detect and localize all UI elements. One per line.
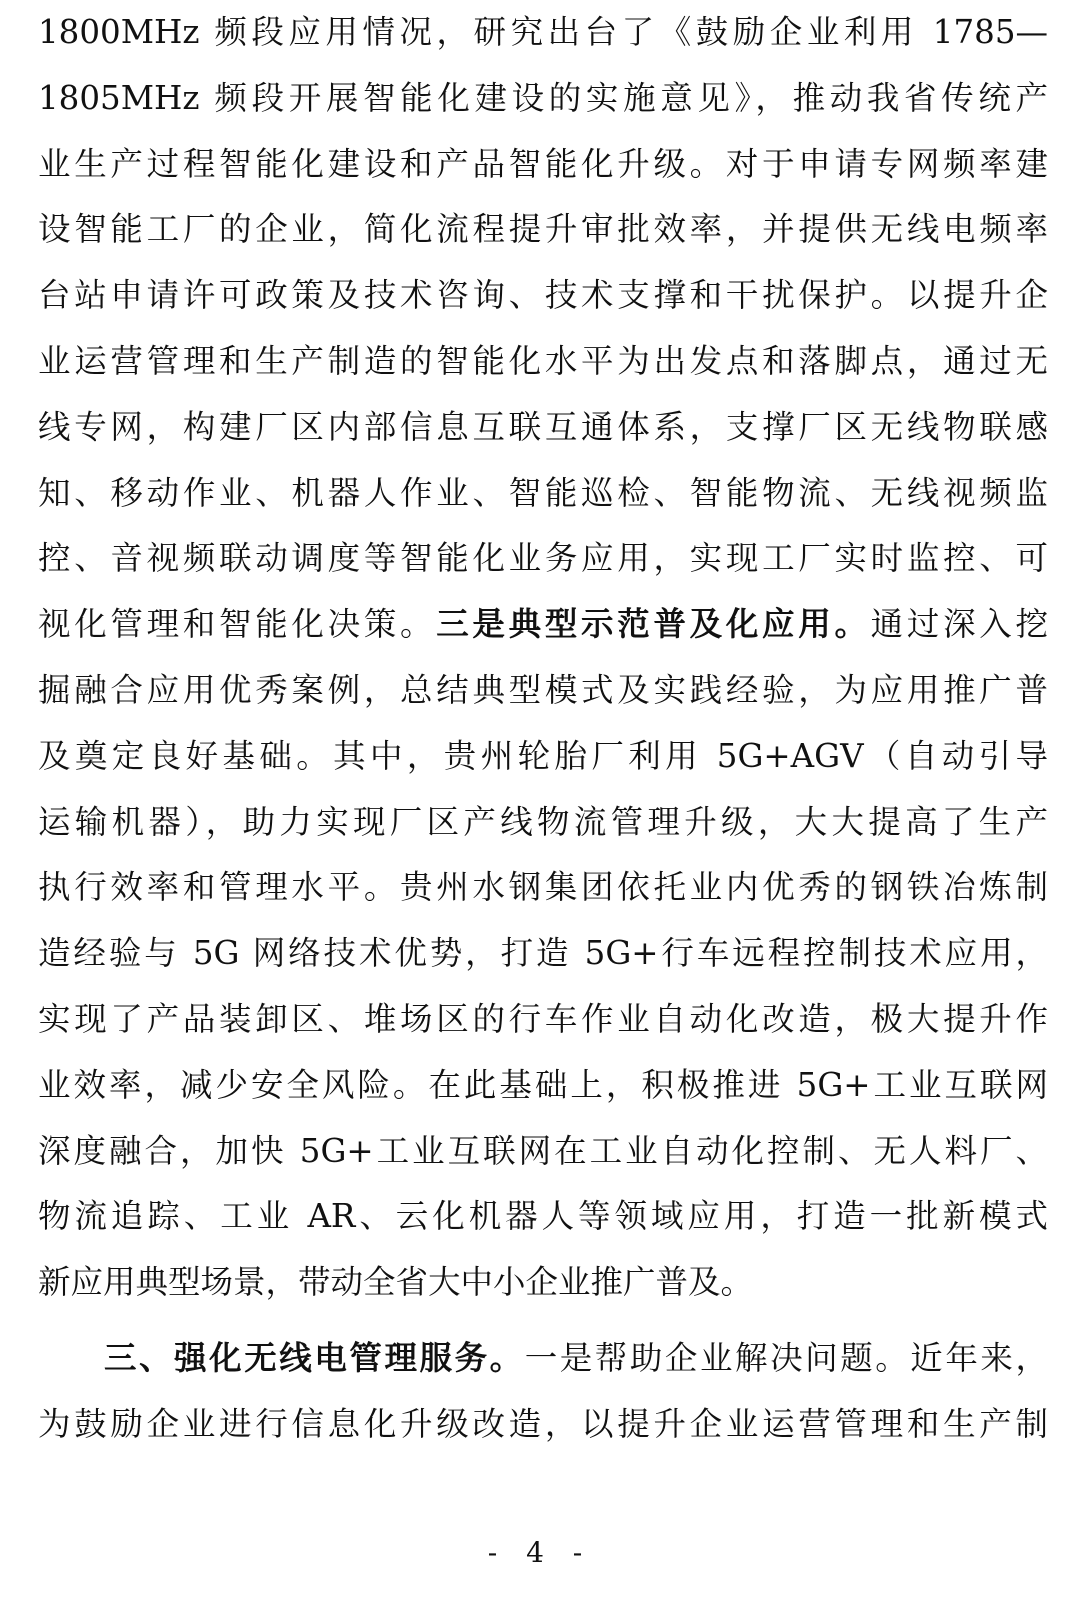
- text-span: 视化管理和智能化决策。: [38, 605, 437, 644]
- text-line: 新应用典型场景，带动全省大中小企业推广普及。: [38, 1263, 754, 1302]
- text-line: 知、移动作业、机器人作业、智能巡检、智能物流、无线视频监: [38, 473, 1048, 512]
- text-span: 通过深入挖: [870, 605, 1048, 644]
- text-line-with-heading: [38, 592, 1048, 658]
- section-heading-line: [38, 1326, 1048, 1392]
- text-line: 深度融合，加快 5G+工业互联网在工业自动化控制、无人料厂、: [38, 1131, 1048, 1170]
- text-line: 为鼓励企业进行信息化升级改造，以提升企业运营管理和生产制: [38, 1404, 1048, 1443]
- text-line: 执行效率和管理水平。贵州水钢集团依托业内优秀的钢铁冶炼制: [38, 868, 1048, 907]
- text-line: 运输机器），助力实现厂区产线物流管理升级，大大提高了生产: [38, 802, 1048, 841]
- text-line: 实现了产品装卸区、堆场区的行车作业自动化改造，极大提升作: [38, 999, 1048, 1038]
- inline-heading: 三是典型示范普及化应用。: [436, 605, 871, 644]
- section-heading: 三、强化无线电管理服务。: [104, 1338, 525, 1377]
- text-line: 掘融合应用优秀案例，总结典型模式及实践经验，为应用推广普: [38, 670, 1048, 709]
- text-line: 设智能工厂的企业，简化流程提升审批效率，并提供无线电频率: [38, 210, 1048, 249]
- text-line: 线专网，构建厂区内部信息互联互通体系，支撑厂区无线物联感: [38, 407, 1048, 446]
- text-line: 物流追踪、工业 AR、云化机器人等领域应用，打造一批新模式: [38, 1197, 1048, 1236]
- text-line: 控、音视频联动调度等智能化业务应用，实现工厂实时监控、可: [38, 539, 1048, 578]
- text-line: 1805MHz 频段开展智能化建设的实施意见》，推动我省传统产: [38, 78, 1048, 117]
- text-line: 及奠定良好基础。其中，贵州轮胎厂利用 5G+AGV（自动引导: [38, 736, 1048, 775]
- text-line: 业效率，减少安全风险。在此基础上，积极推进 5G+工业互联网: [38, 1065, 1048, 1104]
- text-line: 台站申请许可政策及技术咨询、技术支撑和干扰保护。以提升企: [38, 276, 1048, 315]
- text-line: 1800MHz 频段应用情况，研究出台了《鼓励企业利用 1785—: [38, 13, 1048, 51]
- page-number: - 4 -: [487, 1536, 593, 1569]
- text-span: 一是帮助企业解决问题。近年来，: [524, 1338, 1048, 1377]
- text-line: 业生产过程智能化建设和产品智能化升级。对于申请专网频率建: [38, 144, 1048, 183]
- body-text: [38, 0, 1048, 1458]
- text-line: 造经验与 5G 网络技术优势，打造 5G+行车远程控制技术应用，: [38, 934, 1048, 973]
- paragraph-gap: [38, 1316, 1048, 1326]
- text-line: 业运营管理和生产制造的智能化水平为出发点和落脚点，通过无: [38, 341, 1048, 380]
